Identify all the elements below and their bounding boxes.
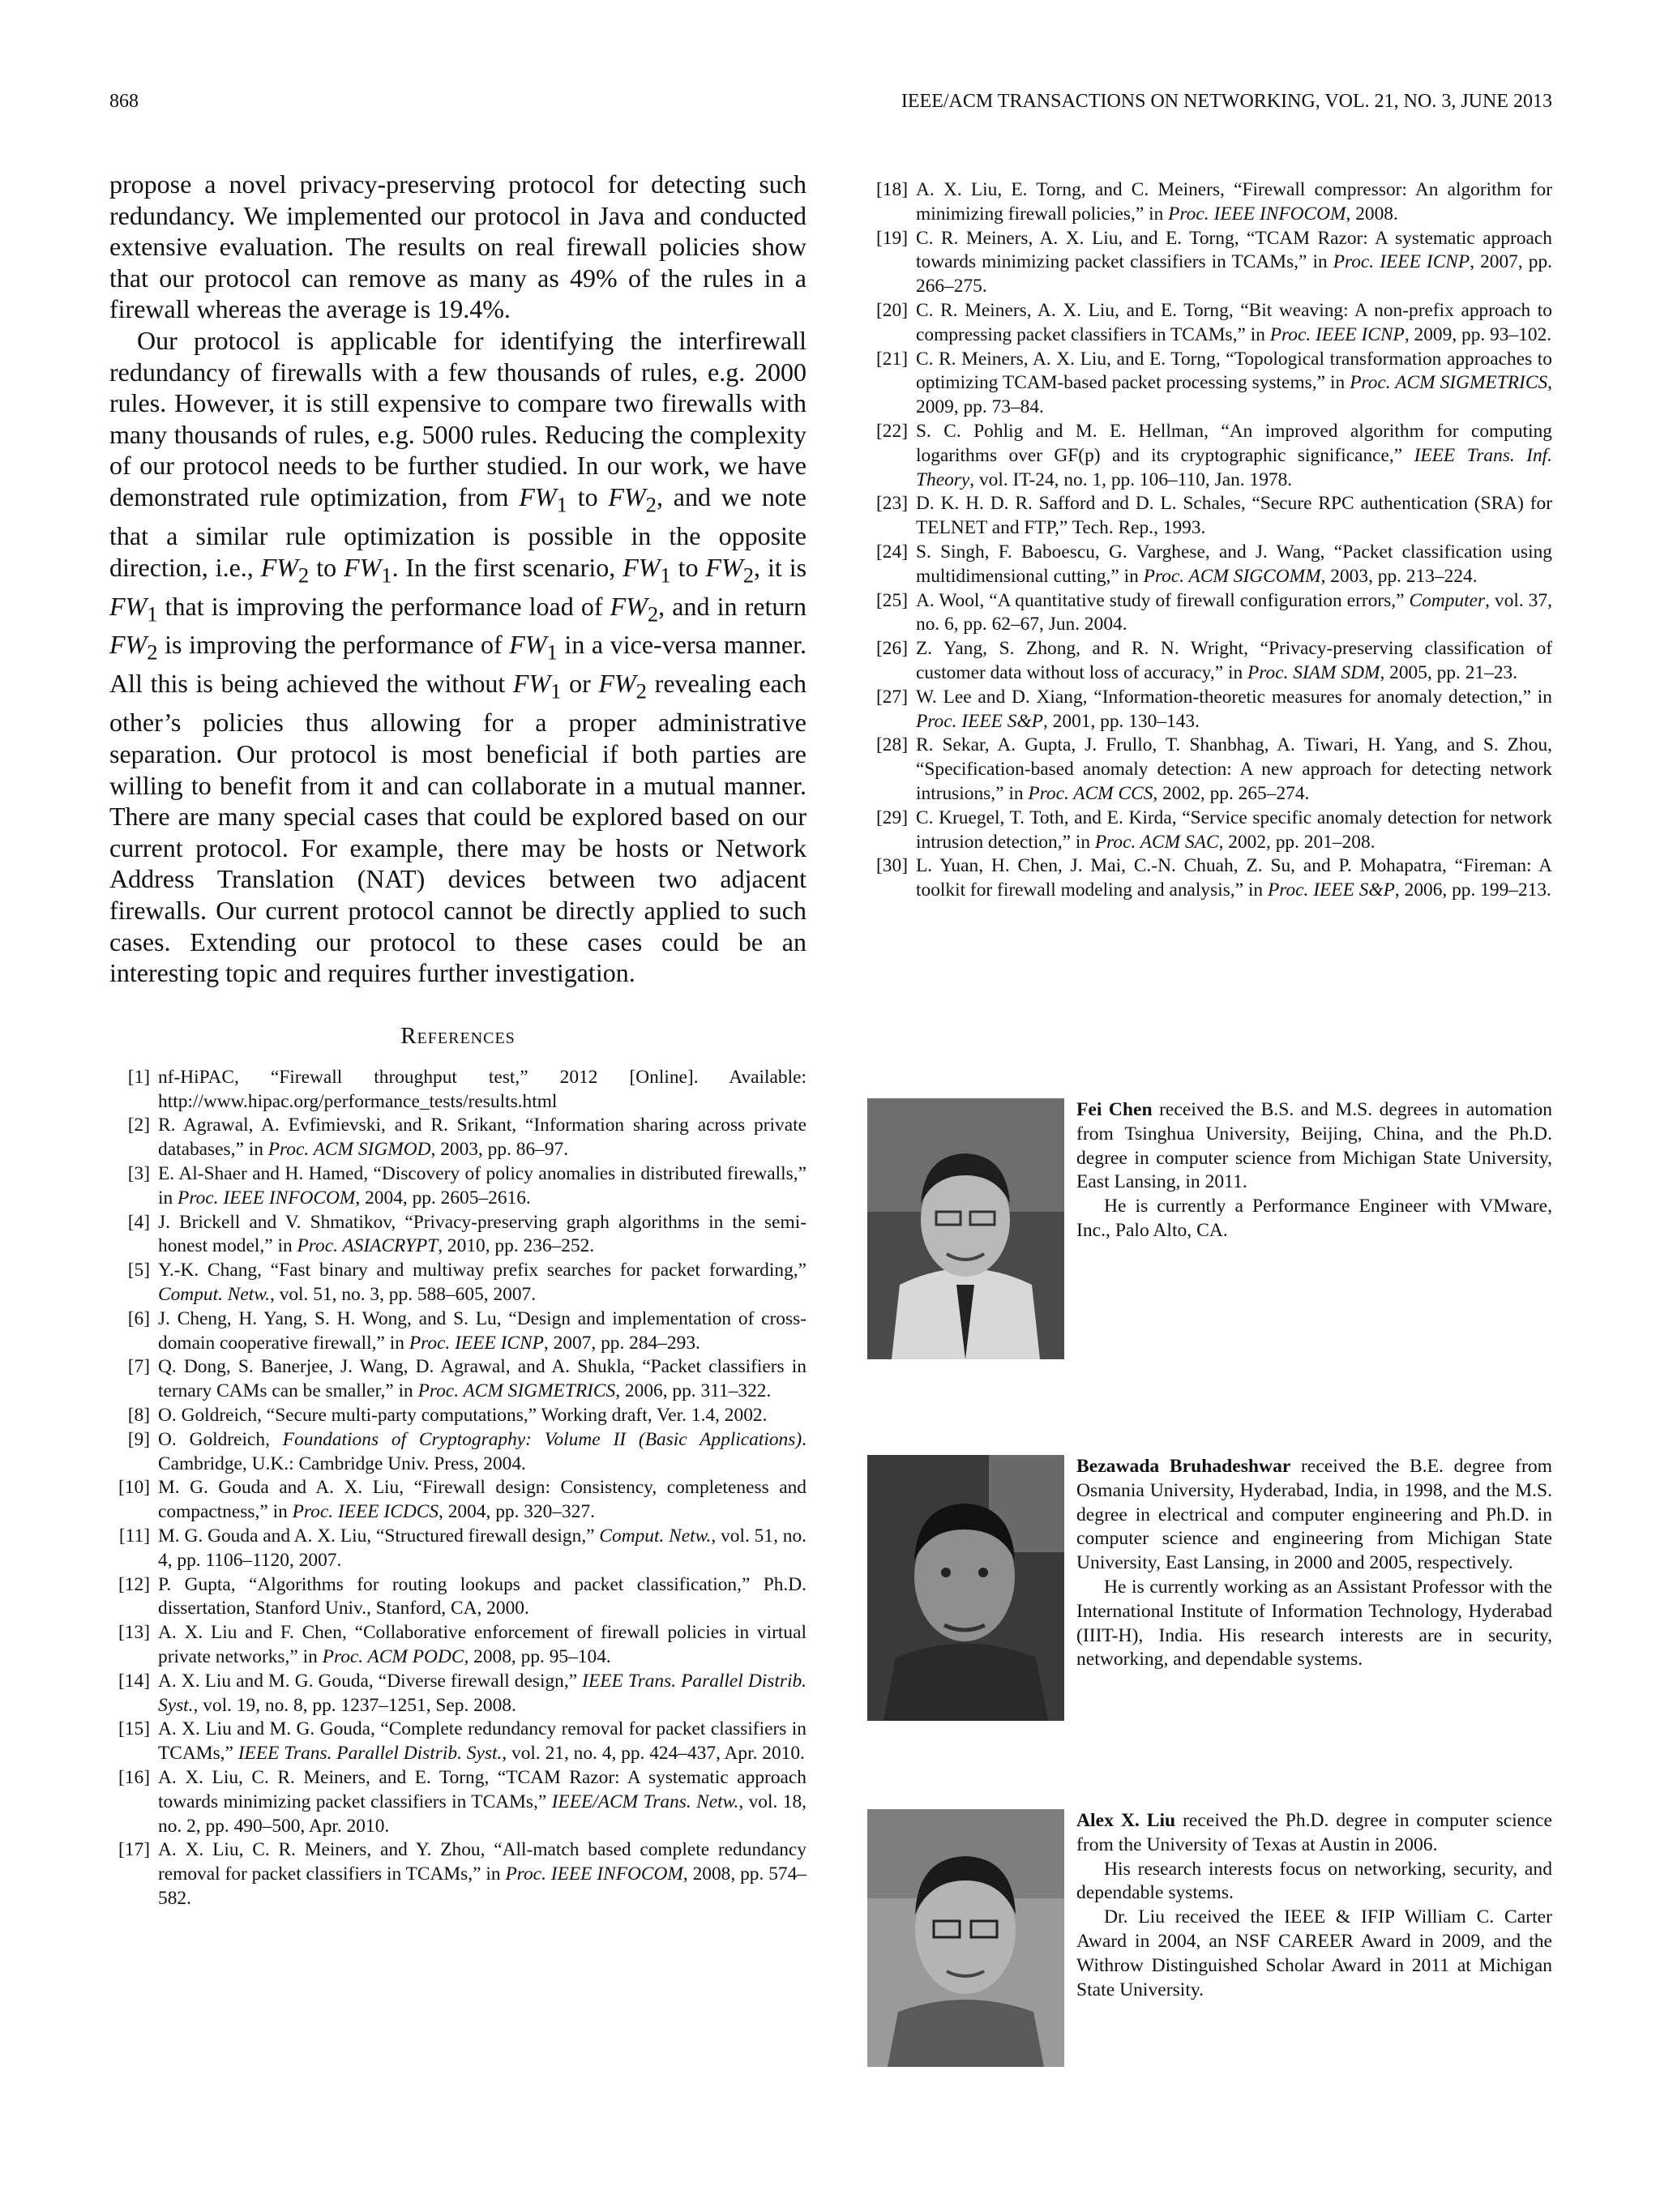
reference-item [109,1355,806,1404]
reference-number: [20] [876,299,908,321]
reference-item [867,492,1552,541]
running-head: IEEE/ACM TRANSACTIONS ON NETWORKING, VOL. 21, NO. 3, JUNE 2013 [901,91,1552,112]
bio-text: Bezawada Bruhadeshwar received the B.E. degree from Osmania University, Hyderabad, India, in 1998, and the M.S. degree in electrical and computer engineering and Ph.D. in computer science and engineering from Michigan State University, East Lansing, in 2000 and 2005, respectively. He is currently working as an Assistant Professor with the International Institute of Information Technology, Hyderabad (IIIT-H), India. His research interests are in security, networking, and dependable systems. [1076,1456,1552,1671]
reference-text: A. X. Liu, C. R. Meiners, and E. Torng, “TCAM Razor: A systematic approach towards minimizing packet classifiers in TCAMs,” IEEE/ACM Trans. Netw., vol. 18, no. 2, pp. 490–500, Apr. 2010. [158,1766,806,1837]
math-fw1: FW [519,481,557,511]
reference-text: nf-HiPAC, “Firewall throughput test,” 2012 [Online]. Available: http://www.hipac.org/performance_tests/results.html [158,1066,806,1112]
right-column [867,178,1552,903]
reference-number: [6] [127,1307,150,1329]
reference-number: [15] [118,1718,150,1740]
reference-item [867,637,1552,686]
reference-list-left [109,1066,806,1911]
references-heading: References [400,1022,516,1049]
reference-number: [28] [876,734,908,756]
reference-text: A. X. Liu and M. G. Gouda, “Complete redundancy removal for packet classifiers in TCAMs,” IEEE Trans. Parallel Distrib. Syst., vol. 21, no. 4, pp. 424–437, Apr. 2010. [158,1718,806,1765]
reference-number: [10] [118,1477,150,1499]
reference-text: O. Goldreich, Foundations of Cryptography: Volume II (Basic Applications). Cambridge, U.K.: Cambridge Univ. Press, 2004. [158,1428,806,1474]
reference-item [867,541,1552,589]
reference-item [867,178,1552,227]
reference-number: [18] [876,179,908,200]
author-photo [867,1455,1064,1721]
paragraph-2: Our protocol is applicable for identifying the interfirewall redundancy of firewalls with a few thousands of rules, e.g. 2000 rules. However, it is still expensive to compare two firewalls with many thousands of rules, e.g. 5000 rules. Reducing the complexity of our protocol needs to be further studied. In our work, we have demonstrated rule optimization, from $FW_1$ to $FW_2$, and we note that a similar rule optimization is possible in the opposite direction, i.e., $FW_2$ to $FW_1$. In the first scenario, $FW_1$ to $FW_2$, it is $FW_1$ that is improving the performance load of $FW_2$, and in return $FW_2$ is improving the performance of $FW_1$ in a vice-versa manner. All this is being achieved the without $FW_1$ or $FW_2$ revealing each other’s policies thus allowing for a proper administrative separation. Our protocol is most beneficial if both parties are willing to benefit from it and can collaborate in a mutual manner. There are many special cases that could be explored based on our current protocol. For example, there may be hosts or Network Address Translation (NAT) devices between two adjacent firewalls. Our current protocol cannot be directly applied to such cases. Extending our protocol to these cases could be an interesting topic and requires further investigation. [109,325,807,988]
reference-item [109,1259,806,1307]
paragraph-1: propose a novel privacy-preserving protocol for detecting such redundancy. We implemented our protocol in Java and conducted extensive evaluation. The results on real firewall policies show that our protocol can remove as many as 49% of the rules in a firewall whereas the average is 19.4%. [109,169,806,324]
reference-number: [30] [876,855,908,877]
reference-number: [13] [118,1622,150,1644]
reference-number: [27] [876,686,908,708]
reference-number: [24] [876,541,908,563]
reference-text: C. R. Meiners, A. X. Liu, and E. Torng, “Topological transformation approaches to optimizing TCAM-based packet processing systems,” in Proc. ACM SIGMETRICS, 2009, pp. 73–84. [916,348,1552,418]
reference-text: M. G. Gouda and A. X. Liu, “Firewall design: Consistency, completeness and compactness,” in Proc. IEEE ICDCS, 2004, pp. 320–327. [158,1477,806,1523]
reference-item [109,1621,806,1670]
reference-text: S. Singh, F. Baboescu, G. Varghese, and J. Wang, “Packet classification using multidimensional cutting,” in Proc. ACM SIGCOMM, 2003, pp. 213–224. [916,541,1552,587]
author-name: Alex X. Liu [1076,1810,1176,1831]
reference-item [109,1476,806,1525]
reference-item [867,734,1552,806]
reference-item [867,227,1552,299]
reference-number: [1] [127,1066,150,1088]
reference-text: C. Kruegel, T. Toth, and E. Kirda, “Service specific anomaly detection for network intrusion detection,” in Proc. ACM SAC, 2002, pp. 201–208. [916,807,1552,853]
reference-number: [25] [876,589,908,611]
reference-item [109,1162,806,1211]
reference-item [109,1114,806,1162]
reference-text: S. C. Pohlig and M. E. Hellman, “An improved algorithm for computing logarithms over GF(p) and its cryptographic significance,” IEEE Trans. Inf. Theory, vol. IT-24, no. 1, pp. 106–110, Jan. 1978. [916,420,1553,490]
reference-item [109,1573,806,1622]
reference-item [109,1525,806,1573]
reference-text: R. Sekar, A. Gupta, J. Frullo, T. Shanbhag, A. Tiwari, H. Yang, and S. Zhou, “Specification-based anomaly detection: A new approach for detecting network intrusions,” in Proc. ACM CCS, 2002, pp. 265–274. [916,734,1552,804]
reference-text: M. G. Gouda and A. X. Liu, “Structured firewall design,” Comput. Netw., vol. 51, no. 4, pp. 1106–1120, 2007. [158,1525,807,1571]
reference-text: P. Gupta, “Algorithms for routing lookups and packet classification,” Ph.D. dissertation, Stanford Univ., Stanford, CA, 2000. [158,1573,806,1619]
reference-item [109,1838,806,1910]
reference-text: A. X. Liu, C. R. Meiners, and Y. Zhou, “All-match based complete redundancy removal for packet classifiers in TCAMs,” in Proc. IEEE INFOCOM, 2008, pp. 574–582. [158,1839,806,1909]
reference-number: [29] [876,807,908,828]
reference-text: C. R. Meiners, A. X. Liu, and E. Torng, “Bit weaving: A non-prefix approach to compressing packet classifiers in TCAMs,” in Proc. IEEE ICNP, 2009, pp. 93–102. [916,299,1552,345]
reference-text: E. Al-Shaer and H. Hamed, “Discovery of policy anomalies in distributed firewalls,” in Proc. IEEE INFOCOM, 2004, pp. 2605–2616. [158,1162,806,1209]
reference-number: [12] [118,1573,150,1595]
reference-text: A. X. Liu and F. Chen, “Collaborative enforcement of firewall policies in virtual private networks,” in Proc. ACM PODC, 2008, pp. 95–104. [158,1622,806,1667]
reference-text: J. Brickell and V. Shmatikov, “Privacy-preserving graph algorithms in the semi-honest model,” in Proc. ASIACRYPT, 2010, pp. 236–252. [158,1211,806,1257]
reference-number: [16] [118,1766,150,1788]
bio-text: Fei Chen received the B.S. and M.S. degrees in automation from Tsinghua University, Beijing, China, and the Ph.D. degree in computer science from Michigan State University, East Lansing, in 2011. He is currently a Performance Engineer with VMware, Inc., Palo Alto, CA. [1076,1099,1553,1241]
reference-number: [23] [876,493,908,515]
reference-item [867,299,1552,348]
reference-item [867,420,1552,492]
reference-text: A. X. Liu and M. G. Gouda, “Diverse firewall design,” IEEE Trans. Parallel Distrib. Syst., vol. 19, no. 8, pp. 1237–1251, Sep. 2008. [158,1670,806,1716]
reference-number: [3] [127,1162,150,1184]
reference-number: [5] [127,1260,150,1281]
reference-item [109,1404,806,1428]
reference-item [109,1428,806,1477]
author-photo [867,1809,1064,2067]
reference-text: D. K. H. D. R. Safford and D. L. Schales, “Secure RPC authentication (SRA) for TELNET and FTP,” Tech. Rep., 1993. [916,493,1552,539]
reference-item [867,686,1552,734]
reference-text: R. Agrawal, A. Evfimievski, and R. Srikant, “Information sharing across private databases,” in Proc. ACM SIGMOD, 2003, pp. 86–97. [158,1115,806,1161]
reference-text: Z. Yang, S. Zhong, and R. N. Wright, “Privacy-preserving classification of customer data without loss of accuracy,” in Proc. SIAM SDM, 2005, pp. 21–23. [916,638,1552,683]
reference-text: Y.-K. Chang, “Fast binary and multiway prefix searches for packet forwarding,” Comput. Netw., vol. 51, no. 3, pp. 588–605, 2007. [158,1260,806,1305]
reference-text: L. Yuan, H. Chen, J. Mai, C.-N. Chuah, Z. Su, and P. Mohapatra, “Fireman: A toolkit for firewall modeling and analysis,” in Proc. IEEE S&P, 2006, pp. 199–213. [916,855,1552,901]
page-number: 868 [109,91,139,112]
author-name: Fei Chen [1076,1099,1153,1120]
reference-number: [9] [127,1428,150,1450]
author-photo [867,1098,1064,1359]
reference-number: [8] [127,1404,150,1426]
reference-text: A. X. Liu, E. Torng, and C. Meiners, “Firewall compressor: An algorithm for minimizing firewall policies,” in Proc. IEEE INFOCOM, 2008. [916,179,1552,225]
reference-number: [26] [876,638,908,660]
reference-text: J. Cheng, H. Yang, S. H. Wong, and S. Lu, “Design and implementation of cross-domain cooperative firewall,” in Proc. IEEE ICNP, 2007, pp. 284–293. [158,1307,806,1354]
reference-number: [11] [118,1525,150,1547]
reference-text: A. Wool, “A quantitative study of firewall configuration errors,” Computer, vol. 37, no. 6, pp. 62–67, Jun. 2004. [916,589,1552,635]
reference-text: C. R. Meiners, A. X. Liu, and E. Torng, “TCAM Razor: A systematic approach towards minimizing packet classifiers in TCAMs,” in Proc. IEEE ICNP, 2007, pp. 266–275. [916,227,1553,297]
reference-item [109,1766,806,1838]
reference-item [867,854,1552,903]
reference-number: [7] [127,1356,150,1378]
bio-text: Alex X. Liu received the Ph.D. degree in computer science from the University of Texas at Austin in 2006. His research interests focus on networking, security, and dependable systems. Dr. Liu received the IEEE & IFIP William C. Carter Award in 2004, an NSF CAREER Award in 2009, and the Withrow Distinguished Scholar Award in 2011 at Michigan State University. [1076,1810,1552,2000]
reference-item [109,1211,806,1260]
reference-item [867,348,1552,420]
page-header [109,91,1552,123]
author-name: Bezawada Bruhadeshwar [1076,1456,1291,1477]
reference-number: [4] [127,1211,150,1233]
reference-number: [21] [876,348,908,370]
reference-list-right [867,178,1552,903]
reference-text: Q. Dong, S. Banerjee, J. Wang, D. Agrawal, and A. Shukla, “Packet classifiers in ternary CAMs can be smaller,” in Proc. ACM SIGMETRICS, 2006, pp. 311–322. [158,1356,806,1402]
reference-number: [17] [118,1839,150,1861]
reference-number: [14] [118,1670,150,1692]
reference-item [867,589,1552,638]
math-fw2: FW [608,481,646,511]
body-text [109,169,806,989]
reference-item [867,807,1552,855]
reference-item [109,1670,806,1718]
reference-number: [19] [876,227,908,249]
reference-item [109,1718,806,1766]
reference-text: W. Lee and D. Xiang, “Information-theoretic measures for anomaly detection,” in Proc. IEEE S&P, 2001, pp. 130–143. [916,686,1552,732]
reference-text: O. Goldreich, “Secure multi-party computations,” Working draft, Ver. 1.4, 2002. [158,1404,768,1426]
reference-number: [2] [127,1115,150,1136]
reference-item [109,1307,806,1356]
reference-item [109,1066,806,1115]
reference-number: [22] [876,420,908,442]
left-column [109,169,806,1911]
